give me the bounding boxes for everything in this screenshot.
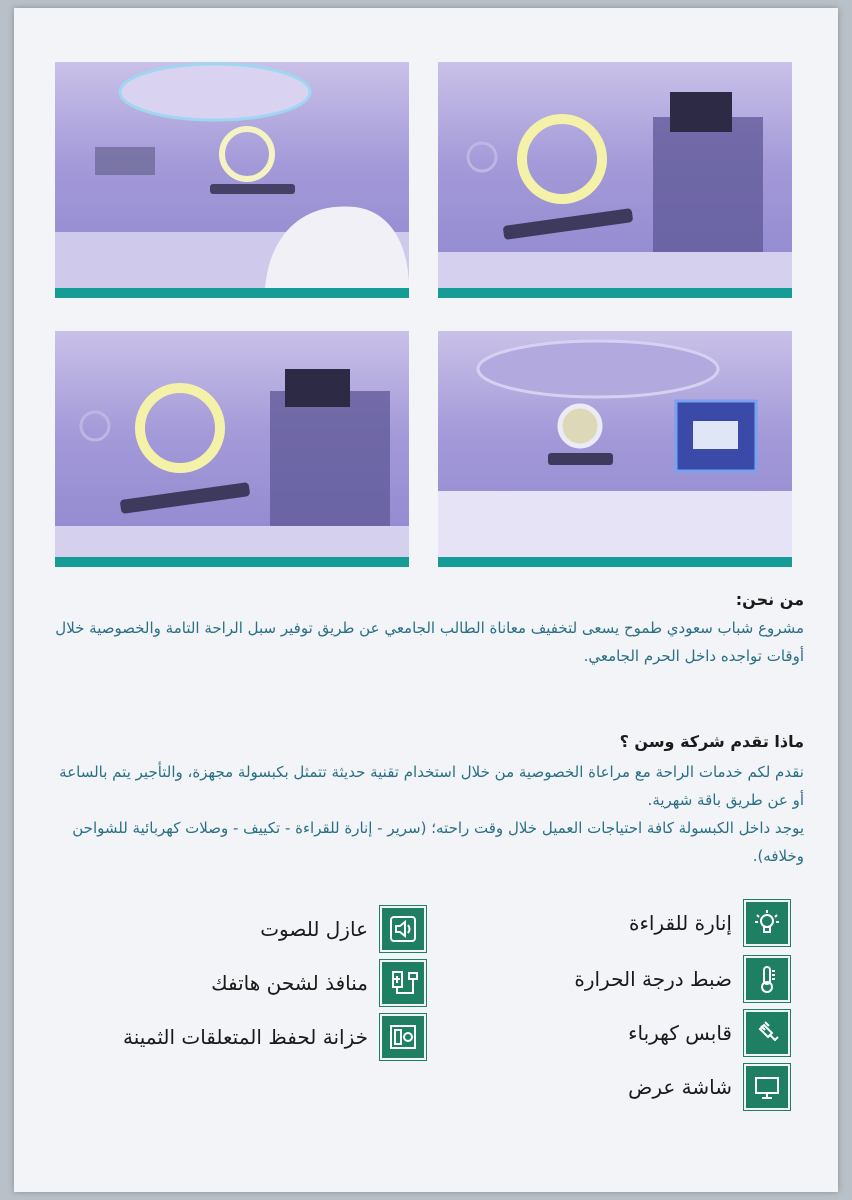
plug-icon: [744, 1010, 790, 1056]
feature-label: ضبط درجة الحرارة: [574, 967, 732, 991]
feature-label: إنارة للقراءة: [628, 911, 732, 935]
capsule-photo-top-right: [438, 62, 792, 298]
capsule-photo-bottom-left: [55, 331, 409, 567]
feature-label: شاشة عرض: [628, 1075, 732, 1099]
about-text: مشروع شباب سعودي طموح يسعى لتخفيف معاناة الطالب الجامعي عن طريق توفير سبل الراحة التامة والخصوصية خلال أوقات تواجده داخل الحرم الجامعي.: [55, 619, 804, 665]
feature-label: منافذ لشحن هاتفك: [211, 971, 368, 995]
feature-safe: [123, 1014, 426, 1060]
feature-label: عازل للصوت: [260, 917, 368, 941]
brochure-page: [14, 8, 838, 1192]
safe-icon: [380, 1014, 426, 1060]
offer-text-2: يوجد داخل الكبسولة كافة احتياجات العميل خلال وقت راحته؛ (سرير - إنارة للقراءة - تكييف - وصلات كهربائية للشواحن وخلافه).: [72, 819, 804, 865]
feature-display-screen: [628, 1064, 790, 1110]
about-heading: من نحن:: [735, 590, 804, 609]
thermometer-icon: [744, 956, 790, 1002]
feature-label: قابس كهرباء: [628, 1021, 732, 1045]
speaker-icon: [380, 906, 426, 952]
offer-text-1: نقدم لكم خدمات الراحة مع مراعاة الخصوصية من خلال استخدام تقنية حديثة تتمثل بكبسولة مجهزة، والتأجير يتم بالساعة أو عن طريق باقة شهرية.: [59, 763, 804, 809]
feature-temperature: [574, 956, 790, 1002]
feature-label: خزانة لحفظ المتعلقات الثمينة: [122, 1025, 368, 1049]
feature-power-socket: [628, 1010, 790, 1056]
charging-port-icon: [380, 960, 426, 1006]
lightbulb-icon: [744, 900, 790, 946]
capsule-photo-bottom-right: [438, 331, 792, 567]
feature-soundproof: [260, 906, 426, 952]
monitor-icon: [744, 1064, 790, 1110]
offer-heading: ماذا تقدم شركة وسن ؟: [619, 732, 804, 751]
feature-charging-ports: [211, 960, 426, 1006]
feature-reading-light: [629, 900, 790, 946]
capsule-photo-top-left: [55, 62, 409, 298]
